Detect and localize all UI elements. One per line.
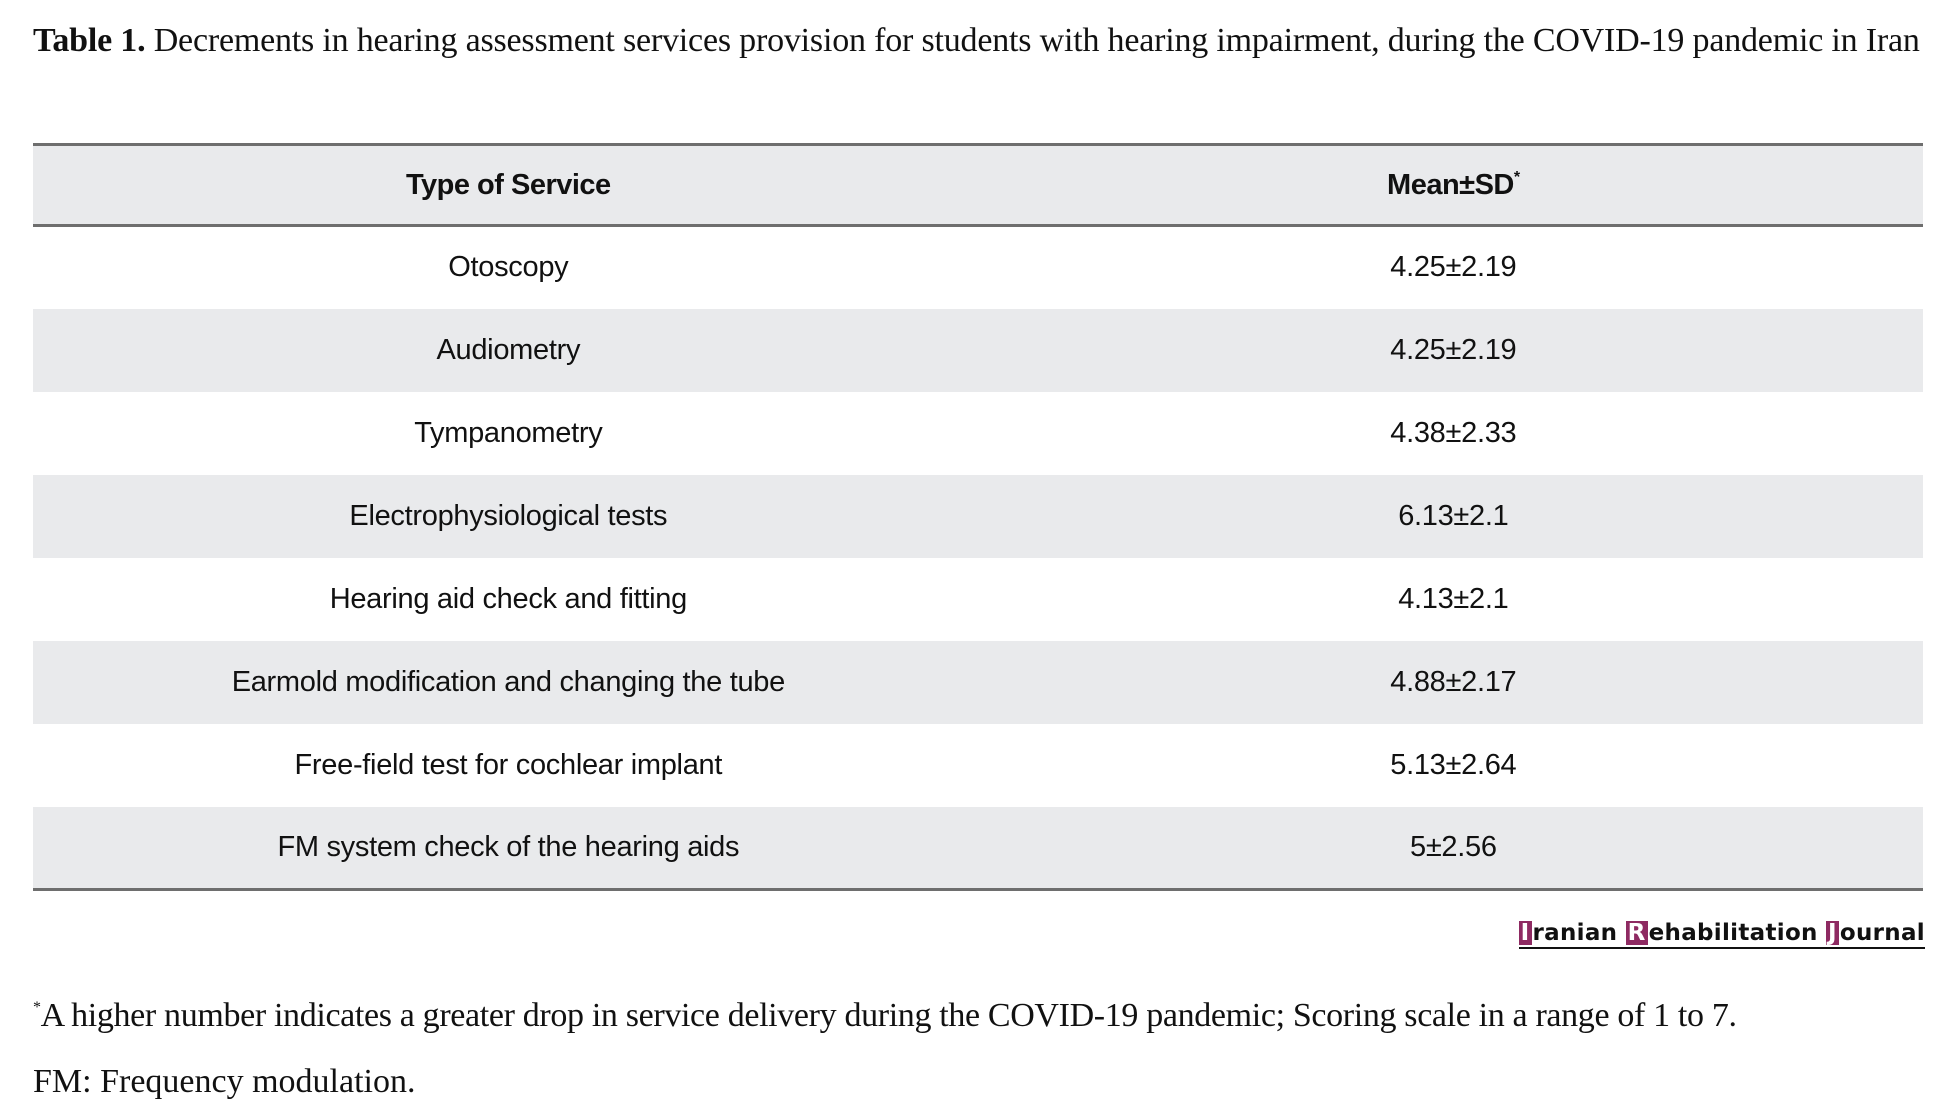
service-cell: FM system check of the hearing aids [277, 830, 740, 863]
logo-letter-r: R [1627, 920, 1646, 946]
table-row [33, 807, 1923, 890]
service-cell: Free-field test for cochlear implant [294, 748, 723, 781]
logo-text-ournal: ournal [1839, 920, 1925, 946]
table-row [33, 309, 1923, 392]
table-row [33, 226, 1923, 309]
mean-sd-cell: 4.25±2.19 [1390, 333, 1517, 366]
table-row [33, 475, 1923, 558]
service-cell: Tympanometry [414, 416, 603, 449]
mean-sd-cell: 4.25±2.19 [1390, 251, 1517, 284]
table-row [33, 724, 1923, 807]
service-cell: Audiometry [436, 333, 581, 366]
table-header [33, 145, 1923, 226]
table-caption-text: Decrements in hearing assessment services provision for students with hearing impairment, during the COVID-19 pandemic in Iran [145, 22, 1920, 59]
table-label: Table 1. [33, 22, 146, 59]
table-row [33, 641, 1923, 724]
mean-sd-cell: 4.88±2.17 [1390, 665, 1517, 698]
table-row [33, 392, 1923, 475]
footnote-scoring [33, 988, 1737, 1036]
header-mean-label: Mean±SD [1387, 168, 1514, 201]
mean-sd-cell: 5±2.56 [1409, 830, 1497, 863]
table-row [33, 558, 1923, 641]
header-mean-sd [984, 145, 1923, 226]
data-table-container [33, 143, 1923, 891]
table-body [33, 226, 1923, 890]
footnote-abbreviation: FM: Frequency modulation. [33, 1063, 416, 1100]
services-table [33, 143, 1923, 891]
table-caption [33, 18, 1925, 64]
footnote-marker: * [1513, 168, 1520, 186]
mean-sd-cell: 4.13±2.1 [1398, 582, 1509, 615]
journal-logo [1519, 920, 1925, 949]
header-row [33, 145, 1923, 226]
logo-text-ehabilitation: ehabilitation [1648, 920, 1827, 946]
logo-letter-j: J [1828, 920, 1837, 946]
service-cell: Hearing aid check and fitting [329, 582, 687, 615]
mean-sd-cell: 4.38±2.33 [1390, 416, 1517, 449]
mean-sd-cell: 6.13±2.1 [1398, 499, 1509, 532]
service-cell: Electrophysiological tests [349, 499, 668, 532]
logo-letter-i: I [1520, 920, 1530, 946]
header-type-of-service [33, 145, 984, 226]
header-service-label: Type of Service [405, 168, 611, 201]
mean-sd-cell: 5.13±2.64 [1390, 748, 1517, 781]
service-cell: Otoscopy [448, 251, 569, 284]
footnote-scoring-text: A higher number indicates a greater drop in service delivery during the COVID-19 pandemic; Scoring scale in a range of 1 to 7. [40, 997, 1737, 1034]
logo-text-ranian: ranian [1532, 920, 1626, 946]
footnote-asterisk: * [33, 999, 41, 1016]
service-cell: Earmold modification and changing the tube [231, 665, 785, 698]
